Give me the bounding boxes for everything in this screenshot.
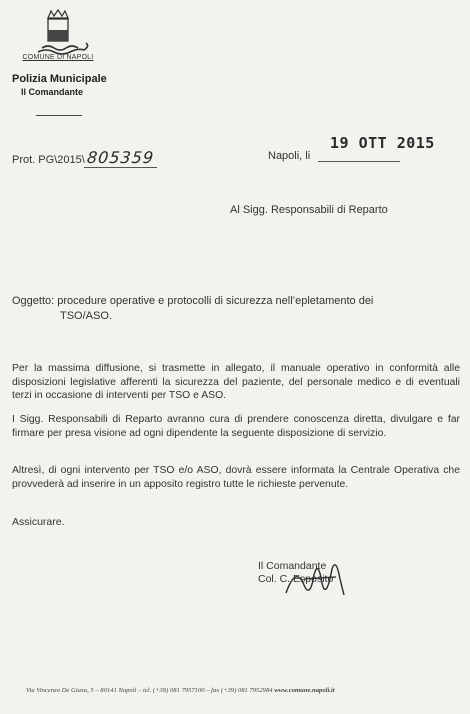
body-paragraph-1: Per la massima diffusione, si trasmette in allegato, il manuale operativo in conformità alle disposizioni legislative afferenti la sicurezza del paziente, del personale medico e di eventuali terzi in occasione di interventi per TSO e ASO. [12,363,460,401]
signatory-title: Il Comandante [258,560,327,572]
recipients-line: Al Sigg. Responsabili di Reparto [230,204,388,216]
signatory-name: Col. C. Esposito [258,573,334,585]
office-divider [36,115,82,116]
date-prefix: Napoli, li [268,150,311,162]
office-subtitle: Il Comandante [21,87,84,97]
footer-address: Via Vincenzo De Giaxa, 5 – 80141 Napoli – tel. (+39) 081 7957100 – fax (+39) 081 7952984 [26,687,273,694]
subject-line-1: Oggetto: procedure operative e protocolli di sicurezza nell’epletamento dei [12,295,374,307]
footer-website: www.comune.napoli.it [274,687,335,694]
closing-line: Assicurare. [12,516,65,528]
body-paragraph-2: I Sigg. Responsabili di Reparto avranno cura di prendere conoscenza diretta, divulgare e far firmare per presa visione ad ogni dipendente la seguente disposizione di servizio. [12,414,460,439]
office-heading [12,73,107,97]
protocol-number: 805359 [84,148,159,168]
date-underline [318,161,400,162]
subject-block [12,294,432,324]
body-paragraph-3: Altresì, di ogni intervento per TSO e/o ASO, dovrà essere informata la Centrale Operativa che provvederà ad inserire in un apposito registro tutte le richieste pervenute. [12,465,460,490]
subject-line-2: TSO/ASO. [60,310,112,322]
protocol-line [12,148,158,168]
handwritten-signature [274,555,354,605]
office-name: Polizia Municipale [12,73,107,85]
logo-caption: COMUNE DI NAPOLI [22,54,94,61]
date-stamp: 19 OTT 2015 [330,134,435,152]
protocol-label: Prot. PG\2015\ [12,154,85,166]
footer-contact [26,687,456,694]
